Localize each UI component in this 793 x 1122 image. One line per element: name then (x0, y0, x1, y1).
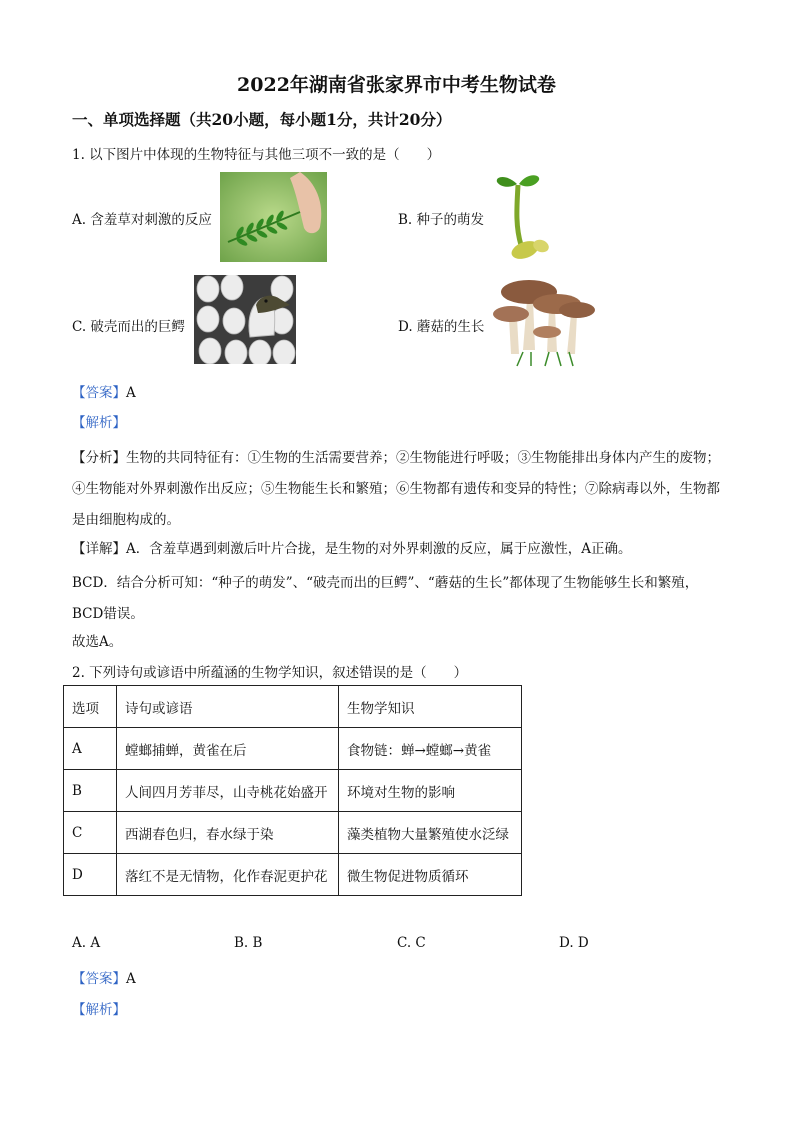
table-cell: D (64, 854, 117, 896)
table-row (64, 812, 522, 854)
q1-option-a: A. 含羞草对刺激的反应 (72, 212, 212, 228)
table-header-cell: 选项 (64, 686, 117, 728)
q1-fenxi (72, 443, 722, 536)
q2-table (63, 685, 522, 896)
q1-option-c: C. 破壳而出的巨鳄 (72, 319, 185, 335)
table-row (64, 770, 522, 812)
q1-stem: 1. 以下图片中体现的生物特征与其他三项不一致的是（ ） (72, 147, 441, 163)
mimosa-image (220, 172, 327, 262)
q2-answer-line (72, 967, 136, 987)
q1-fenxi-tag: 【分析】 (72, 450, 126, 466)
section-heading: 一、单项选择题（共20小题，每小题1分，共计20分） (72, 110, 452, 129)
table-cell: 微生物促进物质循环 (339, 854, 522, 896)
q1-analysis-tag: 【解析】 (72, 415, 126, 431)
q1-option-d: D. 蘑菇的生长 (398, 319, 485, 335)
q1-bcd-explanation: BCD．结合分析可知：“种子的萌发”、“破壳而出的巨鳄”、“蘑菇的生长”都体现了生物能够生长和繁殖，BCD错误。 (72, 575, 699, 622)
table-cell: 西湖春色归，春水绿于染 (117, 812, 339, 854)
table-cell: C (64, 812, 117, 854)
table-row (64, 854, 522, 896)
q1-answer: A (126, 385, 136, 401)
table-cell: 落红不是无情物，化作春泥更护花 (117, 854, 339, 896)
q1-answer-line (72, 381, 136, 401)
q1-conclusion: 故选A。 (72, 634, 123, 650)
q1-answer-tag: 【答案】 (72, 385, 126, 401)
q1-xiangjie-tag: 【详解】 (72, 541, 126, 557)
table-cell: 食物链：蝉→螳螂→黄雀 (339, 728, 522, 770)
q2-choice-b: B. B (234, 935, 263, 951)
table-cell: 藻类植物大量繁殖使水泛绿 (339, 812, 522, 854)
q2-analysis-tag: 【解析】 (72, 1002, 126, 1018)
table-cell: 螳螂捕蝉，黄雀在后 (117, 728, 339, 770)
table-cell: 环境对生物的影响 (339, 770, 522, 812)
table-header-cell: 诗句或谚语 (117, 686, 339, 728)
table-cell: B (64, 770, 117, 812)
q2-choice-a: A. A (72, 935, 101, 951)
hatching-crocodile-image (194, 275, 296, 364)
mushroom-image (487, 270, 599, 368)
seedling-image (487, 170, 559, 262)
q2-answer-tag: 【答案】 (72, 971, 126, 987)
table-cell: A (64, 728, 117, 770)
q1-xiangjie-text: A．含羞草遇到刺激后叶片合拢，是生物的对外界刺激的反应，属于应激性，A正确。 (126, 541, 632, 557)
q2-choice-c: C. C (397, 935, 426, 951)
q1-fenxi-text: 生物的共同特征有：①生物的生活需要营养；②生物能进行呼吸；③生物能排出身体内产生的废物；④生物能对外界刺激作出反应；⑤生物能生长和繁殖；⑥生物都有遗传和变异的特性；⑦除病毒以外，生物都是由细胞构成的。 (72, 450, 720, 528)
page-title: 2022年湖南省张家界市中考生物试卷 (237, 74, 556, 96)
table-row (64, 728, 522, 770)
table-cell: 人间四月芳菲尽，山寺桃花始盛开 (117, 770, 339, 812)
table-header-row (64, 686, 522, 728)
q1-option-b: B. 种子的萌发 (398, 212, 485, 228)
q1-xiangjie (72, 537, 632, 557)
table-header-cell: 生物学知识 (339, 686, 522, 728)
q2-stem: 2. 下列诗句或谚语中所蕴涵的生物学知识，叙述错误的是（ ） (72, 665, 468, 681)
q2-choice-d: D. D (559, 935, 589, 951)
q2-answer: A (126, 971, 136, 987)
